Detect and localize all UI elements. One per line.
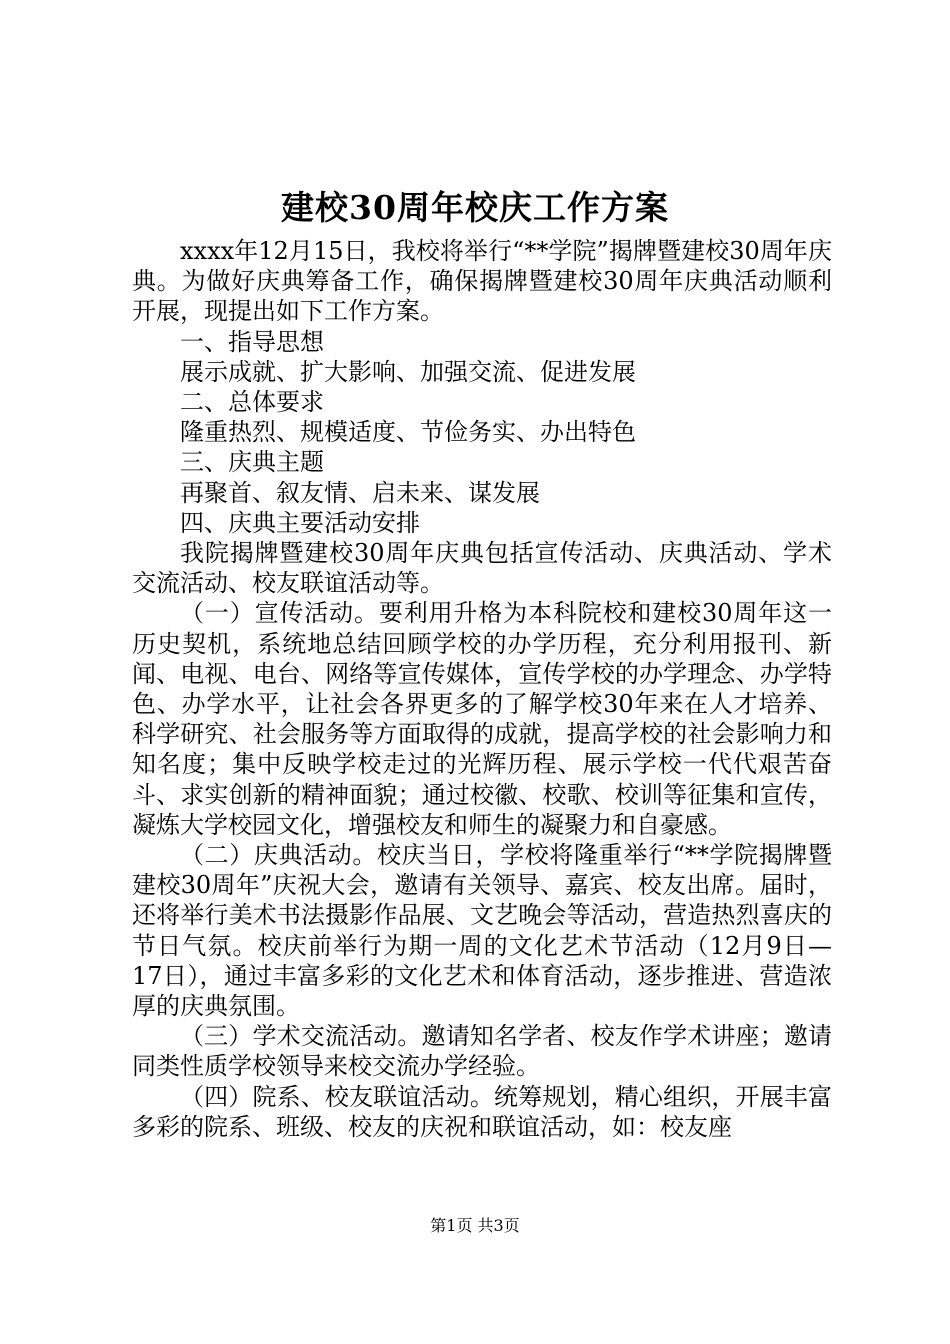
paragraph-publicity: （一）宣传活动。要利用升格为本科院校和建校30周年这一历史契机，系统地总结回顾学校的办学历程，充分利用报刊、新闻、电视、电台、网络等宣传媒体，宣传学校的办学理念、办学特色、办学水平，让社会各界更多的了解学校30年来在人才培养、科学研究、社会服务等方面取得的成就，提高学校的社会影响力和知名度；集中反映学校走过的光辉历程、展示学校一代代艰苦奋斗、求实创新的精神面貌；通过校徽、校歌、校训等征集和宣传，凝炼大学校园文化，增强校友和师生的凝聚力和自豪感。: [132, 599, 832, 839]
paragraph-theme: 再聚首、叙友情、启未来、谋发展: [180, 478, 540, 507]
heading-general-requirements: 二、总体要求: [180, 388, 324, 417]
document-title: 建校30周年校庆工作方案: [281, 188, 669, 227]
paragraph-activities-overview: 我院揭牌暨建校30周年庆典包括宣传活动、庆典活动、学术交流活动、校友联谊活动等。: [132, 539, 832, 598]
paragraph-ceremony: （二）庆典活动。校庆当日，学校将隆重举行“**学院揭牌暨建校30周年”庆祝大会，邀请有关领导、嘉宾、校友出席。届时，还将举行美术书法摄影作品展、文艺晚会等活动，营造热烈喜庆的节日气氛。校庆前举行为期一周的文化艺术节活动（12月9日—17日），通过丰富多彩的文化艺术和体育活动，逐步推进、营造浓厚的庆典氛围。: [132, 841, 832, 1021]
paragraph-academic-exchange: （三）学术交流活动。邀请知名学者、校友作学术讲座；邀请同类性质学校领导来校交流办学经验。: [132, 1022, 832, 1081]
page-footer: 第1页 共3页: [430, 1216, 520, 1235]
paragraph-general-requirements: 隆重热烈、规模适度、节俭务实、办出特色: [180, 418, 636, 447]
document-body: [132, 236, 832, 1142]
paragraph-intro: xxxx年12月15日，我校将举行“**学院”揭牌暨建校30周年庆典。为做好庆典筹备工作，确保揭牌暨建校30周年庆典活动顺利开展，现提出如下工作方案。: [132, 237, 832, 326]
heading-theme: 三、庆典主题: [180, 448, 324, 477]
paragraph-alumni-events: （四）院系、校友联谊活动。统筹规划，精心组织，开展丰富多彩的院系、班级、校友的庆祝和联谊活动，如：校友座: [132, 1082, 832, 1141]
heading-guiding-ideology: 一、指导思想: [180, 327, 324, 356]
heading-activities: 四、庆典主要活动安排: [180, 508, 420, 537]
paragraph-guiding-ideology: 展示成就、扩大影响、加强交流、促进发展: [180, 357, 636, 386]
